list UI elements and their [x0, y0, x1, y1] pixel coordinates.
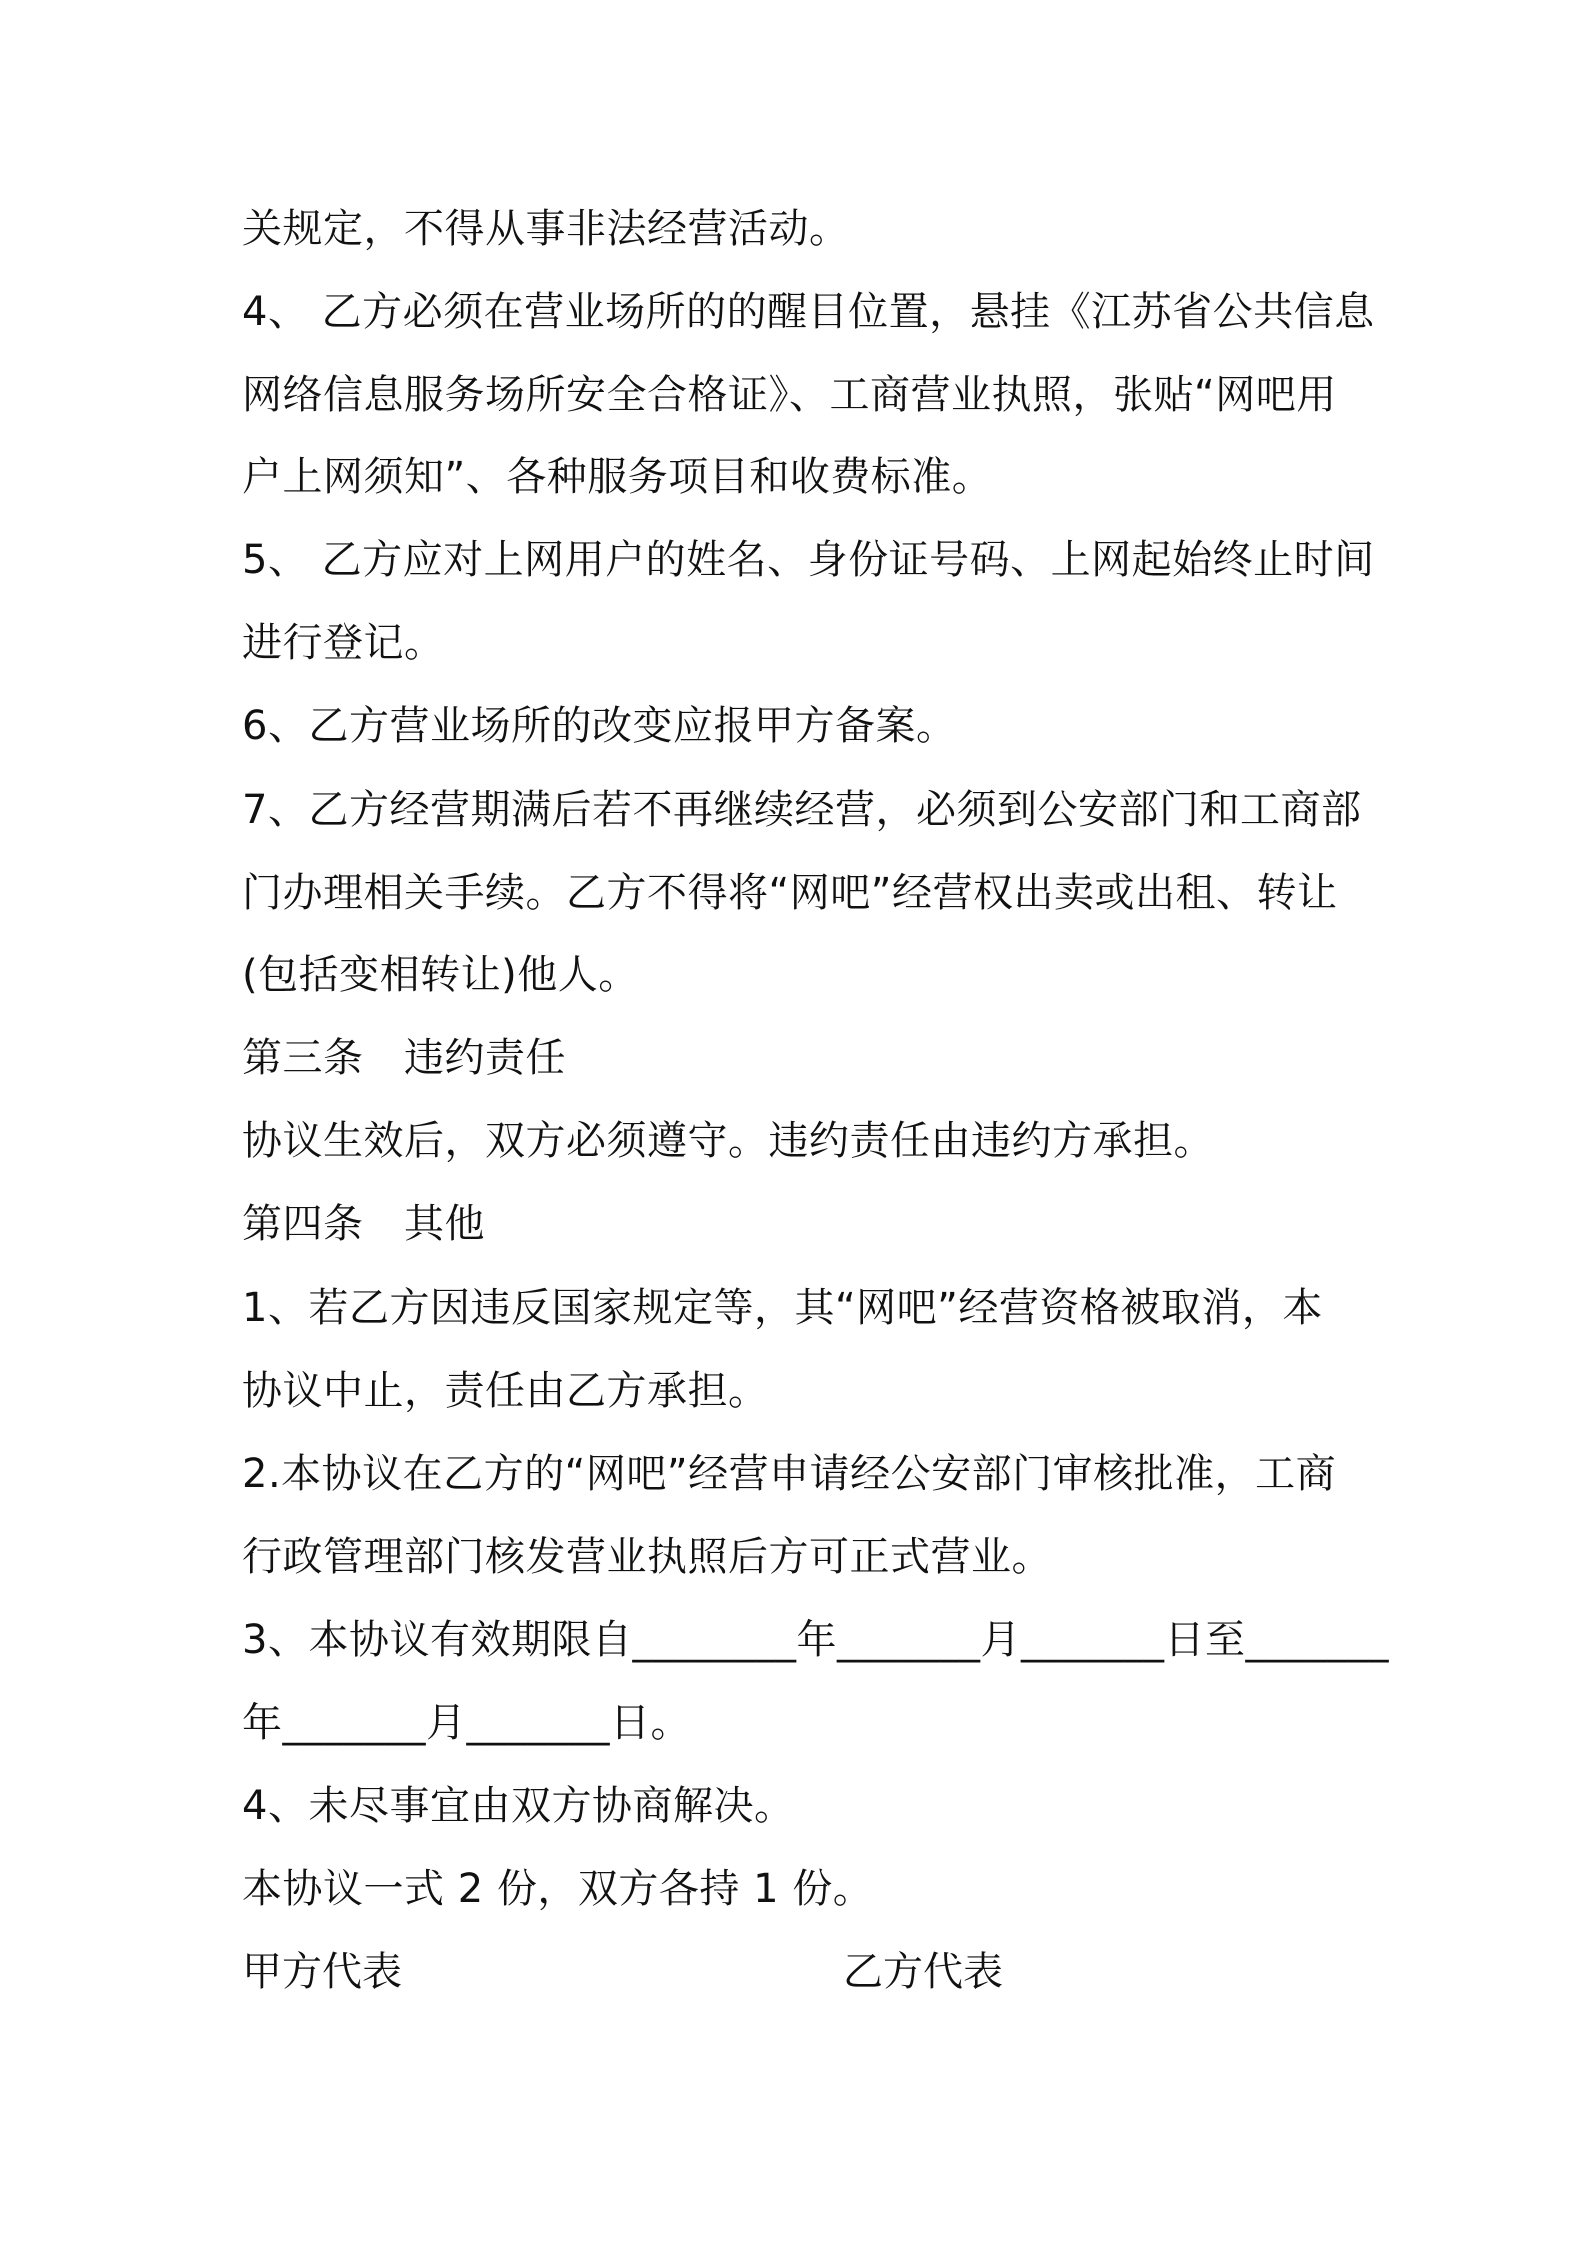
text-line: 4、未尽事宜由双方协商解决。 [242, 1783, 795, 1829]
text-line: 3、本协议有效期限自________年_______月_______日至_______ [242, 1617, 1389, 1663]
section-heading: 第四条 其他 [242, 1201, 485, 1247]
text-line: 1、若乙方因违反国家规定等，其“网吧”经营资格被取消，本 [242, 1285, 1323, 1331]
text-line: (包括变相转让)他人。 [242, 952, 639, 998]
text-line: 协议生效后，双方必须遵守。违约责任由违约方承担。 [242, 1118, 1214, 1164]
text-line: 协议中止，责任由乙方承担。 [242, 1368, 769, 1414]
text-line: 5、 乙方应对上网用户的姓名、身份证号码、上网起始终止时间 [242, 537, 1375, 583]
text-line: 关规定，不得从事非法经营活动。 [242, 206, 850, 252]
text-line: 本协议一式 2 份，双方各持 1 份。 [242, 1866, 874, 1912]
text-line: 6、乙方营业场所的改变应报甲方备案。 [242, 703, 957, 749]
text-line: 进行登记。 [242, 620, 445, 666]
text-line: 门办理相关手续。乙方不得将“网吧”经营权出卖或出租、转让 [242, 870, 1338, 916]
party-a-signature-label: 甲方代表 [242, 1949, 402, 1995]
text-line: 年_______月_______日。 [242, 1700, 691, 1746]
text-line: 网络信息服务场所安全合格证》、工商营业执照，张贴“网吧用 [242, 372, 1337, 418]
text-line: 2.本协议在乙方的“网吧”经营申请经公安部门审核批准，工商 [242, 1451, 1337, 1497]
text-line: 4、 乙方必须在营业场所的的醒目位置，悬挂《江苏省公共信息 [242, 289, 1375, 335]
party-b-signature-label: 乙方代表 [843, 1949, 1003, 1995]
section-heading: 第三条 违约责任 [242, 1035, 566, 1081]
text-line: 户上网须知”、各种服务项目和收费标准。 [242, 454, 993, 500]
text-line: 7、乙方经营期满后若不再继续经营，必须到公安部门和工商部 [242, 787, 1362, 833]
text-line: 行政管理部门核发营业执照后方可正式营业。 [242, 1534, 1052, 1580]
